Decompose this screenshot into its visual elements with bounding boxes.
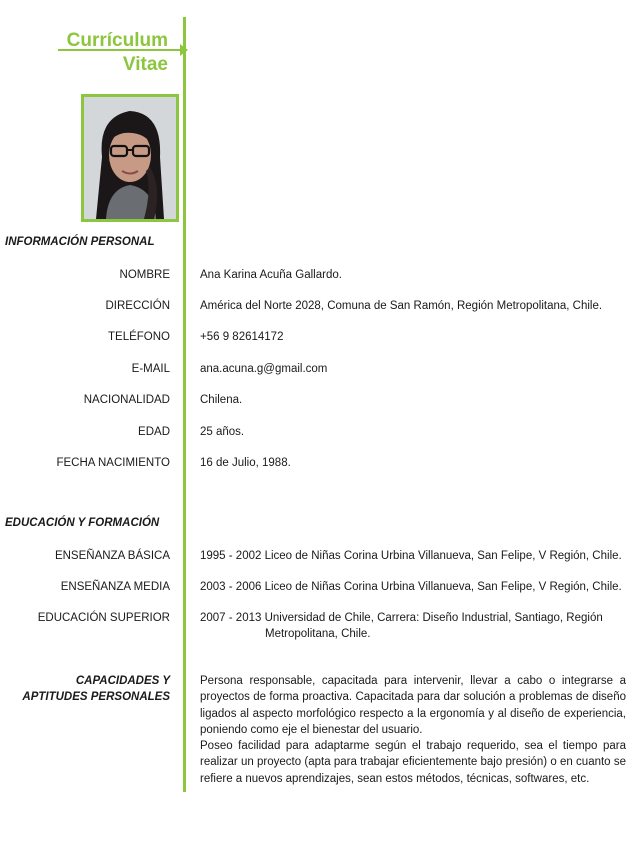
arrow-head-icon [180, 44, 188, 56]
section-title-education: EDUCACIÓN Y FORMACIÓN [5, 517, 160, 529]
label-capacidades-line1: CAPACIDADES Y [75, 675, 170, 687]
vertical-divider-line [183, 17, 186, 792]
label-ensenanza-media: ENSEÑANZA MEDIA [60, 581, 170, 593]
value-educacion-superior-line1: 2007 - 2013 Universidad de Chile, Carrera: Diseño Industrial, Santiago, Región [200, 612, 603, 624]
section-title-personal: INFORMACIÓN PERSONAL [5, 236, 155, 248]
label-nacionalidad: NACIONALIDAD [83, 394, 170, 406]
value-ensenanza-basica: 1995 - 2002 Liceo de Niñas Corina Urbina Villanueva, San Felipe, V Región, Chile. [200, 550, 622, 562]
label-direccion: DIRECCIÓN [105, 300, 170, 312]
capacidades-paragraph-1: Persona responsable, capacitada para intervenir, llevar a cabo o integrarse a proyectos de forma proactiva. Capacitada para dar solución a problemas de diseño ligados al aspecto morfológico respecto a la ergonomía y al diseño de experiencia, poniendo como eje el bienestar del usuario. [200, 675, 626, 736]
value-ensenanza-media: 2003 - 2006 Liceo de Niñas Corina Urbina Villanueva, San Felipe, V Región, Chile. [200, 581, 622, 593]
label-ensenanza-basica: ENSEÑANZA BÁSICA [54, 550, 170, 562]
value-nacionalidad: Chilena. [200, 394, 243, 406]
label-educacion-superior: EDUCACIÓN SUPERIOR [37, 612, 170, 624]
value-email: ana.acuna.g@gmail.com [200, 363, 328, 375]
value-nombre: Ana Karina Acuña Gallardo. [200, 269, 342, 281]
label-nombre: NOMBRE [119, 269, 170, 281]
label-capacidades-line2: APTITUDES PERSONALES [22, 691, 170, 703]
cv-title-line2: Vitae [122, 54, 168, 75]
profile-photo [81, 94, 179, 222]
label-email: E-MAIL [131, 363, 170, 375]
label-telefono: TELÉFONO [108, 331, 170, 343]
label-capacidades [22, 673, 170, 705]
label-fecha-nacimiento: FECHA NACIMIENTO [56, 457, 170, 469]
capacidades-text [200, 673, 626, 787]
label-edad: EDAD [138, 426, 170, 438]
value-edad: 25 años. [200, 426, 245, 438]
cv-title-line1: Currículum [66, 30, 168, 51]
value-direccion: América del Norte 2028, Comuna de San Ramón, Región Metropolitana, Chile. [200, 300, 603, 312]
value-educacion-superior-line2: Metropolitana, Chile. [265, 628, 371, 640]
capacidades-paragraph-2: Poseo facilidad para adaptarme según el trabajo requerido, sea el tiempo para realizar un proyecto (apta para trabajar eficientemente bajo presión) o en cuanto se refiere a nuevos aprendizajes, sean estos métodos, técnicas, softwares, etc. [200, 740, 626, 785]
value-telefono: +56 9 82614172 [200, 331, 284, 343]
value-fecha-nacimiento: 16 de Julio, 1988. [200, 457, 291, 469]
